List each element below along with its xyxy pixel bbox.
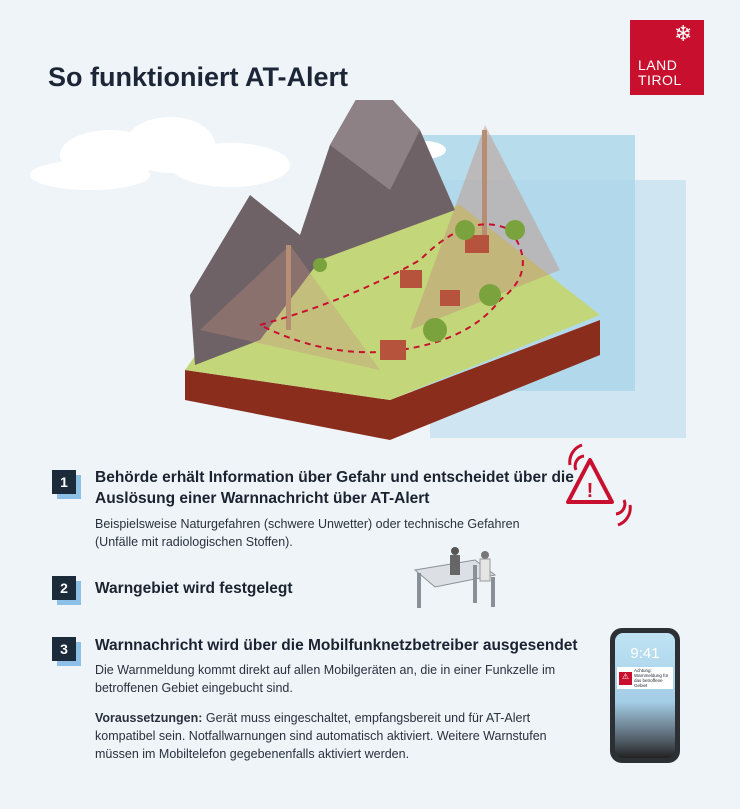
step-number-badge: 3 xyxy=(52,637,78,663)
notification-text: Achtung: Warnmeldung für das betroffene Gebiet xyxy=(634,668,669,688)
step-text: Beispielsweise Naturgefahren (schwere Unwetter) oder technische Gefahren (Unfälle mit radiologischen Stoffen). xyxy=(95,517,520,549)
step-text: Die Warnmeldung kommt direkt auf allen Mobilgeräten an, die in einer Funkzelle im betroffenen Gebiet eingebucht sind. xyxy=(95,663,556,695)
step-heading: Warnnachricht wird über die Mobilfunknetzbetreiber ausgesendet xyxy=(95,637,578,654)
land-tirol-logo xyxy=(630,20,704,95)
cloud-left xyxy=(30,117,290,190)
step-heading: Warngebiet wird festgelegt xyxy=(95,580,293,597)
step-heading: Behörde erhält Information über Gefahr und entscheidet über die Auslösung einer Warnnachricht über AT-Alert xyxy=(95,469,574,507)
logo-line2: TIROL xyxy=(638,72,682,88)
smartphone xyxy=(610,628,680,763)
phone-time: 9:41 xyxy=(630,645,660,662)
island-illustration xyxy=(0,100,740,445)
page-title: So funktioniert AT-Alert xyxy=(48,62,348,92)
eagle-icon: ❄ xyxy=(674,21,693,46)
requirements-label: Voraussetzungen: xyxy=(95,711,203,725)
requirements-text xyxy=(95,709,585,763)
alert-icon: ⚠ xyxy=(619,672,632,685)
logo-line1: LAND xyxy=(638,57,678,73)
requirements-body: Gerät muss eingeschaltet, empfangsbereit und für AT-Alert kompatibel sein. Notfallwarnungen sind automatisch aktiviert. Weitere Warnstufen müssen im Mobiltelefon gegebenenfalls aktiviert werden. xyxy=(95,711,547,761)
step-number-badge: 1 xyxy=(52,470,78,496)
phone-notification[interactable] xyxy=(617,667,673,689)
step-number-badge: 2 xyxy=(52,576,78,602)
svg-text:!: ! xyxy=(586,480,594,502)
